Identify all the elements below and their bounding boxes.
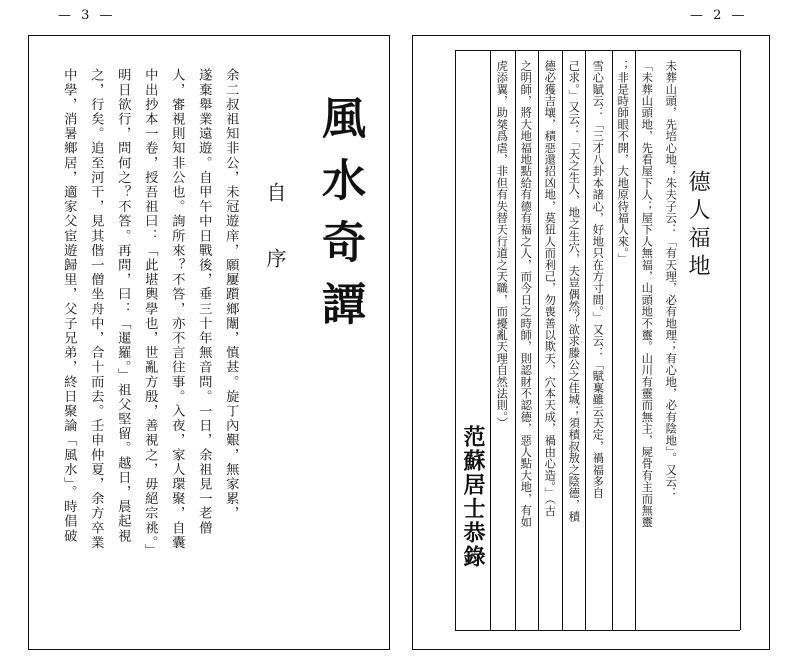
text-box-bottom-rule xyxy=(455,630,740,631)
text-column-6: 德必獲吉壤，積惡還招凶地，莫狃人而利己，勿喪善以欺天，穴本天成，禍由心造。」（古 xyxy=(543,60,557,517)
text-box-top-rule xyxy=(455,50,740,51)
rule-8 xyxy=(490,50,491,630)
preface-heading: 自序 xyxy=(263,182,287,314)
text-column-5: 己求。」又云：「天之生人，地之生穴，夫豈偶然？欲求滕公之佳城；須積叔敖之陰德，積 xyxy=(567,60,581,523)
signature: 范蘇居士恭錄 xyxy=(460,425,486,569)
rule-3 xyxy=(612,50,613,630)
section-heading: 德人福地 xyxy=(685,170,710,282)
preface-column-6: 之，行矣。追至河干，見其偕一僧坐舟中，合十而去。壬申仲夏，余方卒業 xyxy=(88,68,104,550)
text-column-3: ；非是時師眼不開，大地原待福人來。」 xyxy=(616,60,630,265)
preface-column-7: 中學，消暑鄉居，適家父宦遊歸里，父子兄弟，終日聚論「風水」。時倡破 xyxy=(61,68,77,544)
preface-column-3: 人，審視則知非公也。詢所來？不答，亦不言往事。入夜，家人環聚，自囊 xyxy=(169,68,185,550)
rule-5 xyxy=(562,50,563,630)
text-column-2: 「未葬山頭地，先看屋下人；屋下人無福，山頭地不靈。山川有靈而無主，屍骨有主而無靈 xyxy=(640,60,654,528)
preface-column-4: 中出抄本一卷，授吾祖曰：「此堪輿學也，世亂方殷，善視之，毋絕宗祧。」 xyxy=(142,68,158,558)
rule-9 xyxy=(455,50,456,630)
rule-1 xyxy=(740,50,741,630)
text-column-8: 虎添翼，助桀爲虐，非但有失替天行道之天職，而擾亂天理自然法則。） xyxy=(495,60,509,429)
rule-2 xyxy=(635,50,636,630)
text-column-1: 未葬山頭，先培心地；朱夫子云：「有天理，必有地理；有心地，必有陰地」。又云： xyxy=(664,60,678,499)
text-column-7: 之明師，將大地福地點給有德有福之人，而今日之時師，則認財不認德，惡人點大地，有如 xyxy=(519,60,533,528)
text-column-4: 雪心賦云：「三才八卦本諸心，好地只在方寸間。」又云：「賦稟雖云天定，禍福多自 xyxy=(591,60,605,499)
right-page-number: — 2 — xyxy=(690,8,748,23)
preface-column-1: 余二叔祖知非公，未冠遊庠，願屢躓鄉闈，慎甚。旋丁內艱，無家累， xyxy=(223,68,239,521)
rule-4 xyxy=(585,50,586,630)
rule-7 xyxy=(515,50,516,630)
rule-6 xyxy=(538,50,539,630)
book-title: 風水奇譚 xyxy=(314,95,365,343)
left-page-number: — 3 — xyxy=(58,8,116,23)
preface-column-5: 明日欲行，問何之？不答。再問，曰：「暹羅。」祖父堅留。越日，晨起視 xyxy=(115,68,131,544)
preface-column-2: 遂棄舉業遠遊。自甲午中日戰後，垂三十年無音問。一日，余祖見一老僧 xyxy=(196,68,212,536)
